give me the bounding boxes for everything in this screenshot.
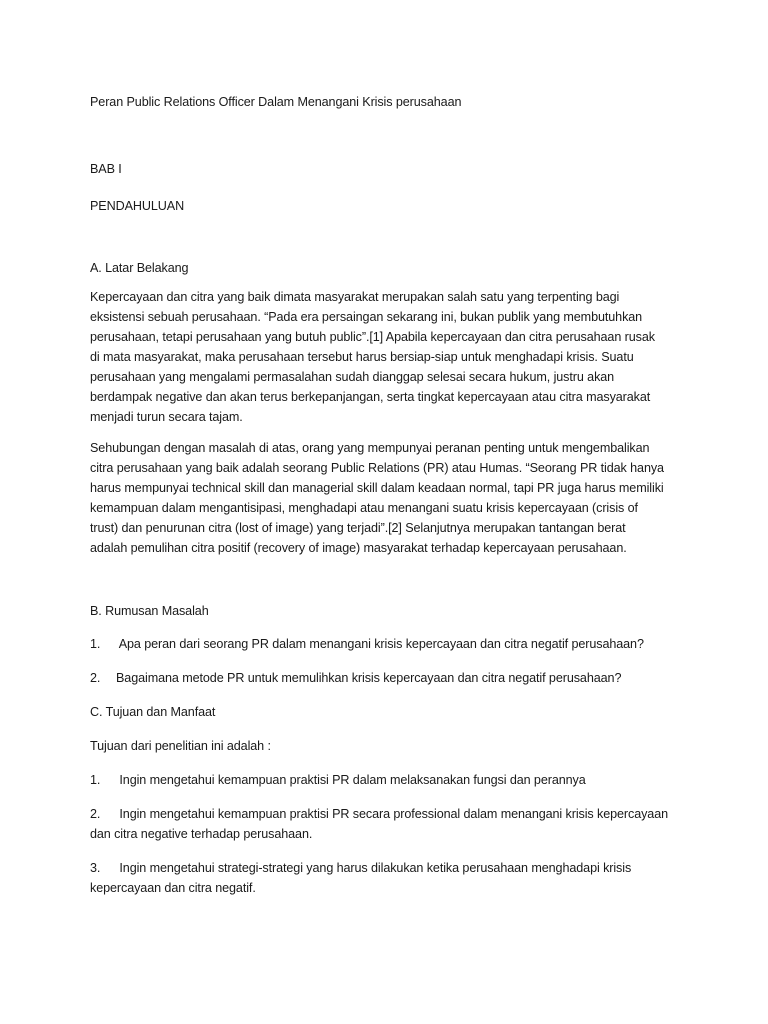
paragraph-line: citra perusahaan yang baik adalah seorang Public Relations (PR) atau Humas. “Seorang PR tidak hanya <box>90 461 664 475</box>
list-text: Ingin mengetahui kemampuan praktisi PR dalam melaksanakan fungsi dan perannya <box>116 773 586 787</box>
list-text: Ingin mengetahui kemampuan praktisi PR secara professional dalam menangani krisis kepercayaan <box>116 807 669 821</box>
list-item <box>90 858 680 898</box>
paragraph-line: Sehubungan dengan masalah di atas, orang yang mempunyai peranan penting untuk mengembalikan <box>90 441 650 455</box>
document-body <box>90 92 680 912</box>
paragraph-line: menjadi turun secara tajam. <box>90 410 243 424</box>
paragraph-line: perusahaan, tetapi perusahaan yang butuh public”.[1] Apabila kepercayaan dan citra perusahaan rusak <box>90 330 655 344</box>
paragraph-latar-belakang-1 <box>90 287 680 427</box>
paragraph-line: trust) dan penurunan citra (lost of image) yang terjadi”.[2] Selanjutnya merupakan tantangan berat <box>90 521 626 535</box>
list-item <box>90 804 680 844</box>
list-number: 1. <box>90 773 101 787</box>
list-item <box>90 634 680 654</box>
list-number: 2. <box>90 807 101 821</box>
paragraph-line: di mata masyarakat, maka perusahaan tersebut harus bersiap-siap untuk menghadapi krisis. Suatu <box>90 350 634 364</box>
list-text: Bagaimana metode PR untuk memulihkan krisis kepercayaan dan citra negatif perusahaan? <box>116 671 622 685</box>
section-a-heading: A. Latar Belakang <box>90 261 189 275</box>
list-text: Ingin mengetahui strategi-strategi yang harus dilakukan ketika perusahaan menghadapi krisis <box>116 861 632 875</box>
paragraph-latar-belakang-2 <box>90 438 680 558</box>
chapter-title: PENDAHULUAN <box>90 199 185 213</box>
list-number: 2. <box>90 671 101 685</box>
section-c-intro: Tujuan dari penelitian ini adalah : <box>90 739 271 753</box>
paragraph-line: harus mempunyai technical skill dan managerial skill dalam keadaan normal, tapi PR juga harus memiliki <box>90 481 664 495</box>
paragraph-line: kemampuan dalam mengantisipasi, menghadapi atau menangani suatu krisis kepercayaan (crisis of <box>90 501 638 515</box>
list-item <box>90 668 680 688</box>
paragraph-line: adalah pemulihan citra positif (recovery of image) masyarakat terhadap kepercayaan perusahaan. <box>90 541 627 555</box>
list-number: 1. <box>90 637 101 651</box>
paragraph-line: eksistensi sebuah perusahaan. “Pada era persaingan sekarang ini, bukan publik yang membutuhkan <box>90 310 643 324</box>
list-number: 3. <box>90 861 101 875</box>
section-b-heading: B. Rumusan Masalah <box>90 604 209 618</box>
list-text-continuation: dan citra negative terhadap perusahaan. <box>90 827 313 841</box>
document-title: Peran Public Relations Officer Dalam Menangani Krisis perusahaan <box>90 95 462 109</box>
chapter-number: BAB I <box>90 162 122 176</box>
paragraph-line: berdampak negative dan akan terus berkepanjangan, serta tingkat kepercayaan atau citra masyarakat <box>90 390 651 404</box>
section-c-heading: C. Tujuan dan Manfaat <box>90 705 216 719</box>
list-text-continuation: kepercayaan dan citra negatif. <box>90 881 256 895</box>
paragraph-line: Kepercayaan dan citra yang baik dimata masyarakat merupakan salah satu yang terpenting bagi <box>90 290 620 304</box>
paragraph-line: perusahaan yang mengalami permasalahan sudah dianggap selesai secara hukum, justru akan <box>90 370 615 384</box>
list-item <box>90 770 680 790</box>
list-text: Apa peran dari seorang PR dalam menangani krisis kepercayaan dan citra negatif perusahaan? <box>116 637 644 651</box>
